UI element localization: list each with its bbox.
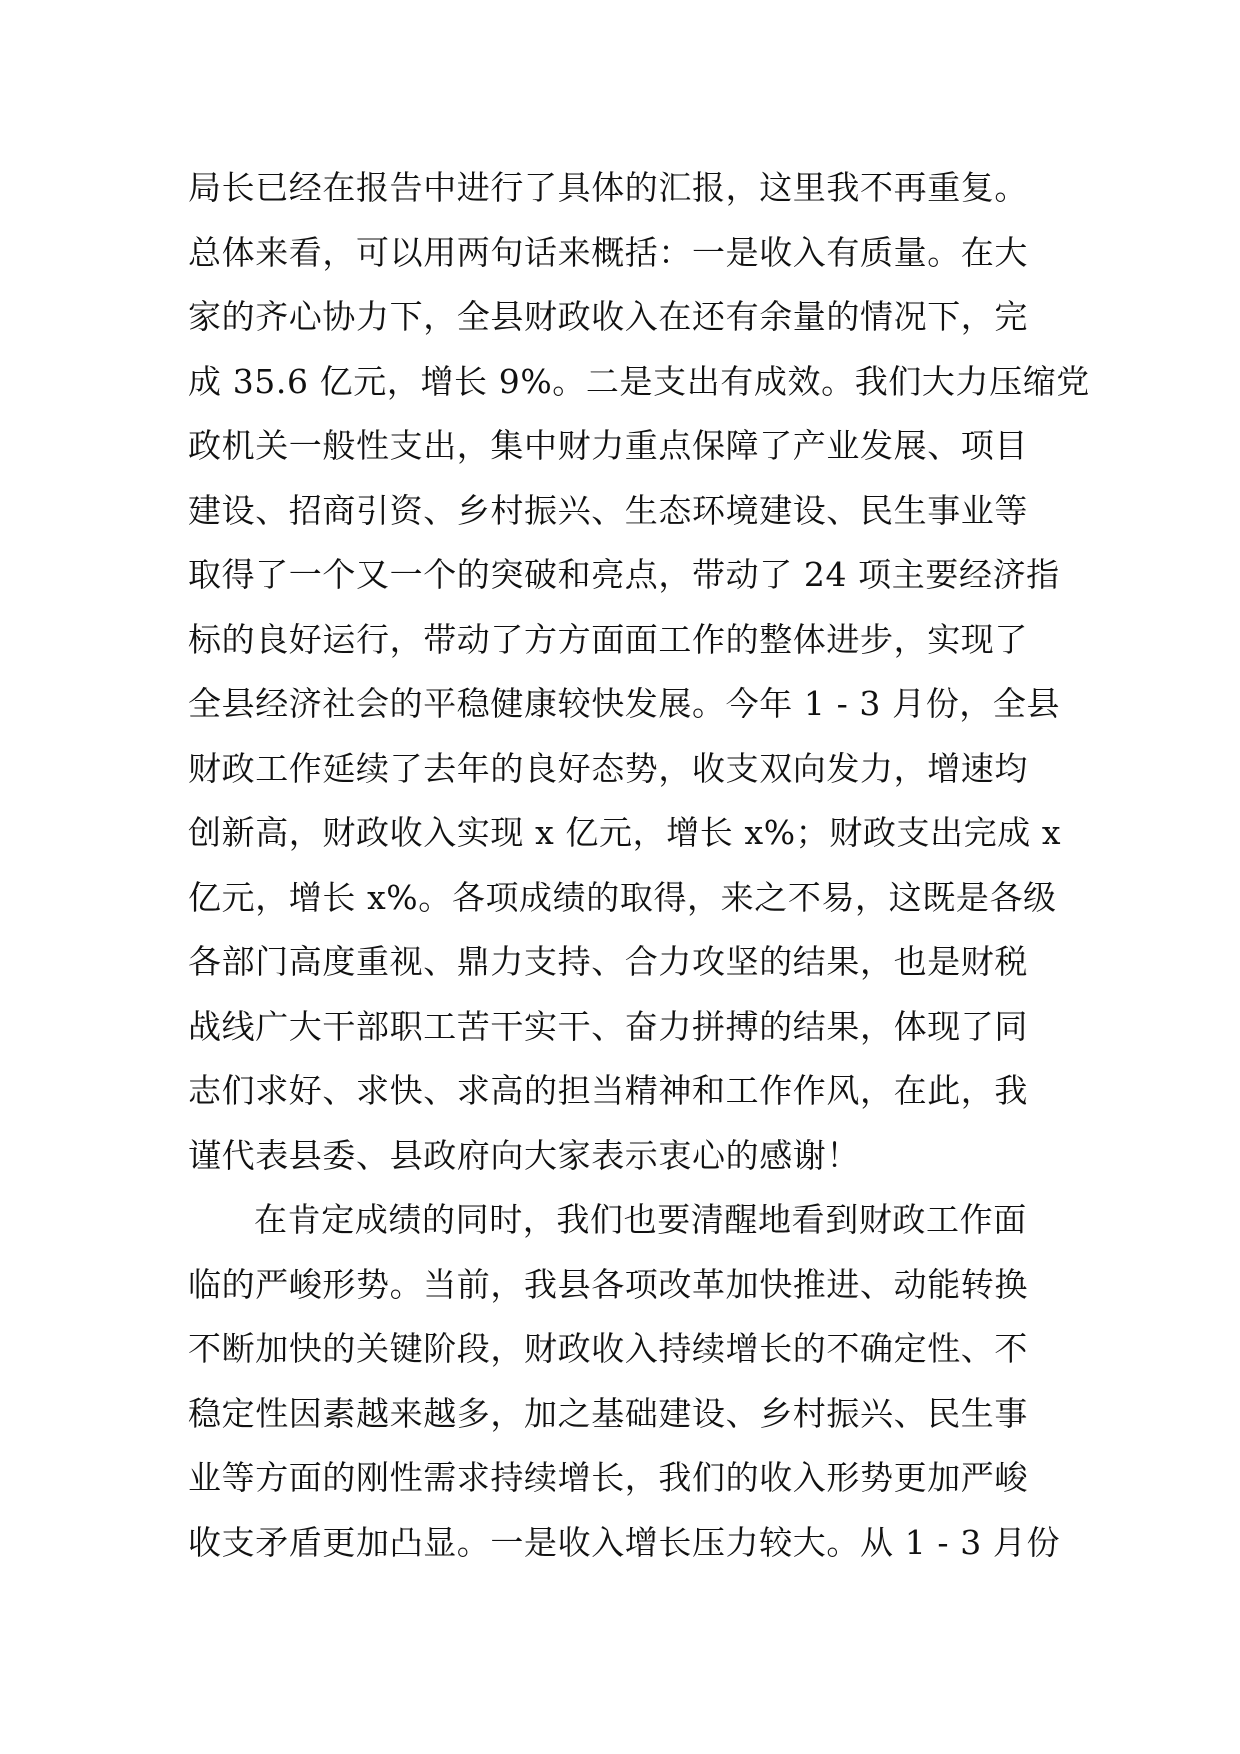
- text-line: 家的齐心协力下，全县财政收入在还有余量的情况下，完: [188, 297, 1028, 336]
- text-line: 亿元，增长 x%。各项成绩的取得，来之不易，这既是各级: [188, 877, 1057, 917]
- text-line: 取得了一个又一个的突破和亮点，带动了 24 项主要经济指: [188, 555, 1060, 594]
- text-line: 财政工作延续了去年的良好态势，收支双向发力，增速均: [188, 748, 1028, 788]
- text-line: 业等方面的刚性需求持续增长，我们的收入形势更加严峻: [188, 1458, 1028, 1497]
- text-line: 战线广大干部职工苦干实干、奋力拼搏的结果，体现了同: [188, 1006, 1028, 1046]
- body-text: [188, 156, 1090, 1575]
- text-line: 不断加快的关键阶段，财政收入持续增长的不确定性、不: [188, 1329, 1028, 1368]
- text-line: 总体来看，可以用两句话来概括：一是收入有质量。在大: [188, 232, 1028, 272]
- text-line: 志们求好、求快、求高的担当精神和工作作风，在此，我: [188, 1071, 1028, 1110]
- text-line: 成 35.6 亿元，增长 9%。二是支出有成效。我们大力压缩党: [188, 361, 1090, 401]
- text-line: 稳定性因素越来越多，加之基础建设、乡村振兴、民生事: [188, 1393, 1028, 1433]
- text-line: 谨代表县委、县政府向大家表示衷心的感谢！: [188, 1135, 860, 1175]
- text-line: 创新高，财政收入实现 x 亿元，增长 x%；财政支出完成 x: [188, 813, 1062, 852]
- text-line: 局长已经在报告中进行了具体的汇报，这里我不再重复。: [188, 168, 1028, 207]
- text-line: 全县经济社会的平稳健康较快发展。今年 1 - 3 月份，全县: [188, 684, 1061, 723]
- text-line: 临的严峻形势。当前，我县各项改革加快推进、动能转换: [188, 1264, 1028, 1304]
- text-line: 收支矛盾更加凸显。一是收入增长压力较大。从 1 - 3 月份: [188, 1522, 1061, 1562]
- text-line: 政机关一般性支出，集中财力重点保障了产业发展、项目: [188, 426, 1028, 465]
- paragraph-first-line: 在肯定成绩的同时，我们也要清醒地看到财政工作面: [254, 1200, 1027, 1239]
- text-line: 各部门高度重视、鼎力支持、合力攻坚的结果，也是财税: [188, 942, 1028, 981]
- text-line: 建设、招商引资、乡村振兴、生态环境建设、民生事业等: [188, 490, 1028, 530]
- text-line: 标的良好运行，带动了方方面面工作的整体进步，实现了: [188, 619, 1028, 659]
